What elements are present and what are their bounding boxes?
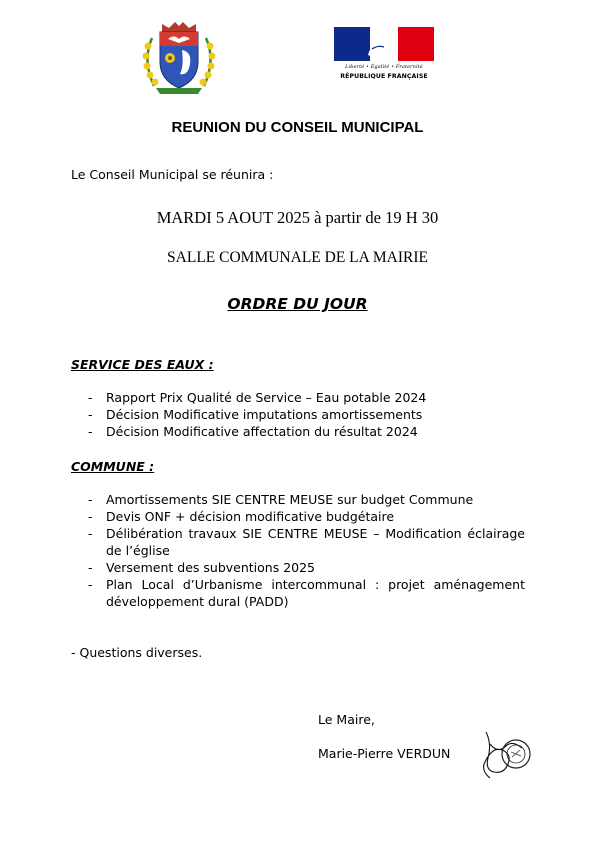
list-item-text: Décision Modificative imputations amortissements — [106, 407, 423, 422]
document-title: REUNION DU CONSEIL MUNICIPAL — [171, 119, 424, 136]
republique-francaise-logo — [334, 27, 434, 85]
list-item — [71, 491, 525, 508]
intro-text: Le Conseil Municipal se réunira : — [71, 167, 274, 182]
list-item-text: Devis ONF + décision modificative budgétaire — [106, 509, 395, 524]
republic-name: RÉPUBLIQUE FRANÇAISE — [340, 73, 428, 80]
republic-motto: Liberté • Égalité • Fraternité — [345, 64, 423, 70]
section-heading-commune: COMMUNE : — [71, 459, 155, 474]
list-item-text: Décision Modificative affectation du résultat 2024 — [106, 424, 418, 439]
signoff-text: Le Maire, — [318, 712, 375, 727]
list-item — [71, 508, 525, 525]
list-item-text: Amortissements SIE CENTRE MEUSE sur budget Commune — [106, 492, 474, 507]
bullet-dash: - — [88, 509, 93, 524]
signer-name: Marie-Pierre VERDUN — [318, 746, 451, 761]
eaux-item-list — [71, 389, 525, 440]
meeting-date: MARDI 5 AOUT 2025 à partir de 19 H 30 — [156, 208, 439, 227]
section-heading-eaux: SERVICE DES EAUX : — [71, 357, 214, 372]
list-item — [71, 406, 525, 423]
signature-stamp — [478, 724, 536, 782]
bullet-dash: - — [88, 407, 93, 422]
list-item-text: Versement des subventions 2025 — [106, 560, 316, 575]
list-item — [71, 576, 525, 610]
bullet-dash: - — [88, 526, 93, 541]
municipal-crest-logo — [138, 20, 220, 96]
bullet-dash: - — [88, 560, 93, 575]
bullet-dash: - — [88, 424, 93, 439]
questions-diverses: - Questions diverses. — [71, 645, 203, 660]
list-item-text: Plan Local d’Urbanisme intercommunal : projet aménagement développement dural (PADD) — [106, 577, 525, 609]
list-item — [71, 423, 525, 440]
bullet-dash: - — [88, 390, 93, 405]
list-item — [71, 525, 525, 559]
bullet-dash: - — [88, 577, 93, 592]
bullet-dash: - — [88, 492, 93, 507]
list-item-text: Rapport Prix Qualité de Service – Eau potable 2024 — [106, 390, 427, 405]
agenda-title: ORDRE DU JOUR — [227, 295, 368, 313]
list-item-text: Délibération travaux SIE CENTRE MEUSE – Modification éclairage de l’église — [106, 526, 525, 558]
list-item — [71, 389, 525, 406]
meeting-place: SALLE COMMUNALE DE LA MAIRIE — [167, 249, 428, 266]
commune-item-list — [71, 491, 525, 610]
list-item — [71, 559, 525, 576]
